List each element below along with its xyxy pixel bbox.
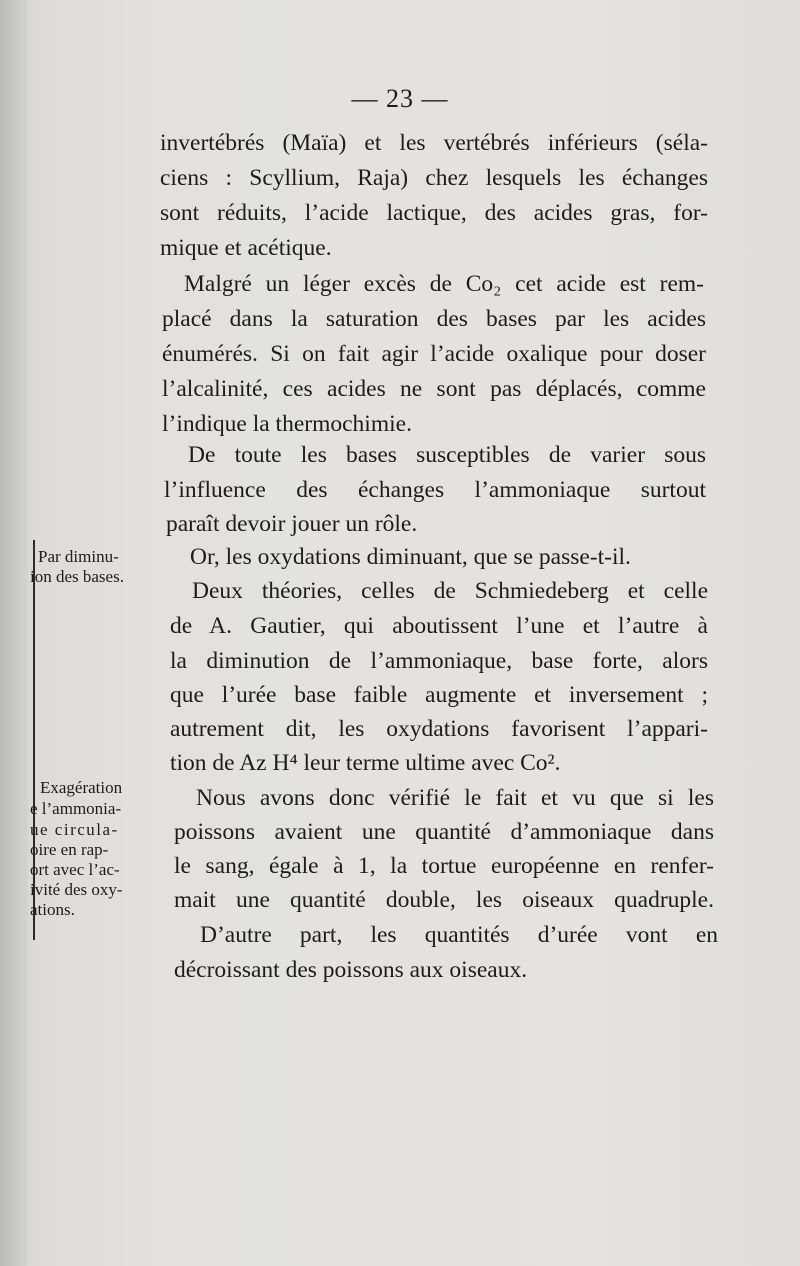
text-line: l’indique la thermochimie. xyxy=(162,411,412,437)
text-line: le sang, égale à 1, la tortue européenne en renfer- xyxy=(174,853,714,879)
text-line: Nous avons donc vérifié le fait et vu que si les xyxy=(196,785,714,811)
margin-note-line: Exagération xyxy=(40,778,123,797)
margin-note-line: Par diminu- xyxy=(38,547,119,566)
text-line: tion de Az H⁴ leur terme ultime avec Co². xyxy=(170,750,561,776)
text-line: Or, les oxydations diminuant, que se passe-t-il. xyxy=(190,544,631,570)
text-line: décroissant des poissons aux oiseaux. xyxy=(174,957,528,983)
text-line: de A. Gautier, qui aboutissent l’une et l’autre à xyxy=(170,613,708,639)
text-line: mait une quantité double, les oiseaux quadruple. xyxy=(174,887,714,913)
margin-note-line: e l’ammonia- xyxy=(30,799,122,818)
text-line: l’influence des échanges l’ammoniaque surtout xyxy=(164,477,706,503)
text-line: mique et acétique. xyxy=(160,235,332,261)
margin-note-line: oire en rap- xyxy=(30,840,109,859)
text-line: poissons avaient une quantité d’ammoniaque dans xyxy=(174,819,714,845)
text-line: Malgré un léger excès de Co₂ cet acide est rem- xyxy=(184,271,704,297)
text-line: autrement dit, les oxydations favorisent l’appari- xyxy=(170,716,708,742)
margin-note-line: ations. xyxy=(30,900,75,919)
margin-note-line: ivité des oxy- xyxy=(30,880,123,899)
text-line: paraît devoir jouer un rôle. xyxy=(166,511,418,537)
text-line: l’alcalinité, ces acides ne sont pas déplacés, comme xyxy=(162,376,706,402)
margin-note-line: ort avec l’ac- xyxy=(30,860,120,879)
text-line: ciens : Scyllium, Raja) chez lesquels les échanges xyxy=(160,165,708,191)
margin-note-line: ion des bases. xyxy=(30,567,124,586)
text-line: De toute les bases susceptibles de varier sous xyxy=(188,442,706,468)
page-number: — 23 — xyxy=(351,84,449,113)
text-line: Deux théories, celles de Schmiedeberg et celle xyxy=(192,578,708,604)
text-line: énumérés. Si on fait agir l’acide oxalique pour doser xyxy=(162,341,706,367)
text-line: sont réduits, l’acide lactique, des acides gras, for- xyxy=(160,200,708,226)
text-line: la diminution de l’ammoniaque, base forte, alors xyxy=(170,648,708,674)
binding-gutter xyxy=(0,0,28,1266)
text-line: invertébrés (Maïa) et les vertébrés inférieurs (séla- xyxy=(160,130,708,156)
margin-note-line: ue circula- xyxy=(30,820,119,839)
text-line: D’autre part, les quantités d’urée vont en xyxy=(200,922,718,948)
text-line: que l’urée base faible augmente et inversement ; xyxy=(170,682,708,708)
text-line: placé dans la saturation des bases par les acides xyxy=(162,306,706,332)
